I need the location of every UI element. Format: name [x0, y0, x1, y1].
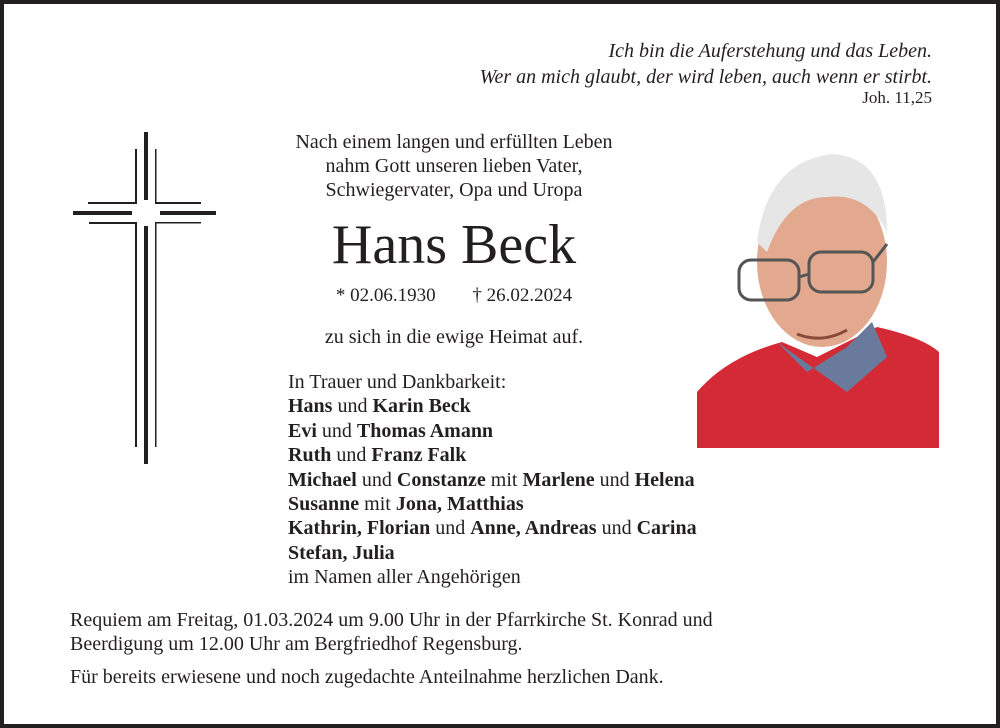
heimat-text: zu sich in die ewige Heimat auf. — [324, 326, 584, 348]
connector-text: und — [332, 395, 373, 418]
intro-line: Schwiegervater, Opa und Uropa — [325, 179, 583, 201]
mourner-name: Jona, Matthias — [395, 493, 524, 516]
birth-date: * 02.06.1930 — [335, 285, 436, 306]
mourner-name: Ruth — [288, 444, 332, 467]
connector-text: und — [331, 444, 372, 467]
quote-line: Ich bin die Auferstehung und das Leben. — [608, 40, 932, 62]
mourner-name: Franz Falk — [371, 444, 467, 467]
connector-text: und — [316, 419, 357, 442]
mourners-closing: im Namen aller Angehörigen — [288, 566, 521, 589]
intro-line: Nach einem langen und erfüllten Leben — [295, 131, 613, 153]
mourner-line — [288, 394, 697, 418]
mourner-name: Stefan, Julia — [288, 541, 395, 564]
connector-text: und — [594, 468, 635, 491]
connector-text: und — [430, 517, 471, 540]
connector-text: und — [596, 517, 637, 540]
mourner-name: Evi — [288, 419, 317, 442]
mourner-name: Anne, Andreas — [470, 517, 597, 540]
life-dates — [244, 285, 664, 307]
portrait-photo — [697, 142, 939, 448]
mourner-name: Marlene — [522, 468, 595, 491]
cross-icon — [4, 4, 244, 484]
mourner-line — [288, 468, 697, 492]
intro-line: nahm Gott unseren lieben Vater, — [325, 155, 583, 177]
mourner-line — [288, 541, 697, 565]
bible-quote — [480, 38, 932, 90]
mourner-name: Susanne — [288, 493, 360, 516]
service-line: Beerdigung um 12.00 Uhr am Bergfriedhof Regensburg. — [70, 633, 523, 655]
thanks-text: Für bereits erwiesene und noch zugedachte Anteilnahme herzlichen Dank. — [70, 666, 664, 688]
connector-text: mit — [359, 493, 396, 516]
death-date: † 26.02.2024 — [472, 285, 573, 306]
mourner-name: Constanze — [396, 468, 486, 491]
mourner-line — [288, 443, 697, 467]
mourner-name: Karin Beck — [372, 395, 471, 418]
intro-text — [244, 130, 664, 202]
service-line: Requiem am Freitag, 01.03.2024 um 9.00 Uhr in der Pfarrkirche St. Konrad und — [70, 609, 713, 631]
service-info — [70, 608, 950, 656]
mourner-name: Helena — [634, 468, 695, 491]
mourner-name: Michael — [288, 468, 357, 491]
quote-line: Wer an mich glaubt, der wird leben, auch wenn er stirbt. — [479, 66, 932, 88]
connector-text: und — [356, 468, 397, 491]
mourner-name: Thomas Amann — [356, 419, 494, 442]
mourner-line — [288, 419, 697, 443]
mourners-heading: In Trauer und Dankbarkeit: — [288, 371, 507, 393]
connector-text: mit — [485, 468, 523, 491]
mourner-line — [288, 516, 697, 540]
mourners-list — [288, 370, 697, 590]
mourner-name: Carina — [636, 517, 697, 540]
deceased-name: Hans Beck — [331, 214, 577, 276]
mourner-name: Hans — [288, 395, 333, 418]
mourner-name: Kathrin, Florian — [288, 517, 431, 540]
mourner-line — [288, 492, 697, 516]
quote-reference: Joh. 11,25 — [862, 88, 932, 107]
